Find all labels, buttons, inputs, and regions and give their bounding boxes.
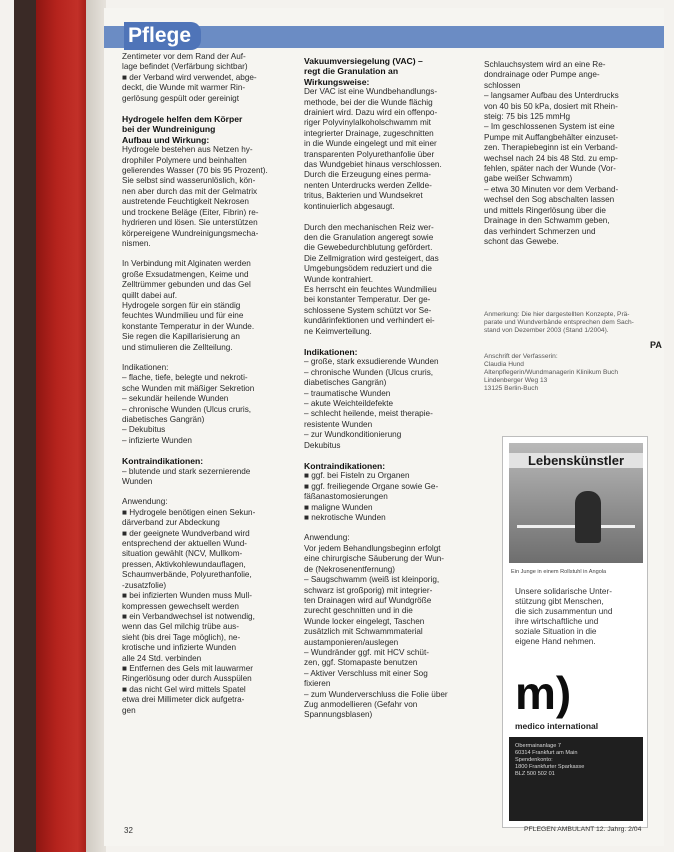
- text-line: Spendenkonto:: [515, 757, 553, 763]
- text-line: Unsere solidarische Unter-: [515, 587, 612, 596]
- text-line: – Im geschlossenen System ist eine: [484, 122, 615, 132]
- page-number: 32: [124, 826, 133, 835]
- text-line: Obermainanlage 7: [515, 743, 562, 749]
- text-line: Zug anmodellieren (Gefahr von: [304, 699, 418, 709]
- text-line: hydrieren und lösen. Sie unterstützen: [122, 218, 258, 228]
- text-line: stützung gibt Menschen,: [515, 597, 604, 606]
- text-line: – schlecht heilende, meist therapie-: [304, 409, 433, 419]
- text-line: sche Wunden mit mäßiger Sekretion: [122, 383, 255, 393]
- text-line: quillt dabei auf.: [122, 290, 178, 300]
- anwendung-list: [122, 508, 294, 716]
- text-line: zen. Therapiebeginn ist ein Verband-: [484, 143, 618, 153]
- text-line: diabetisches Gangrän): [304, 378, 387, 388]
- text-line: dondrainage oder Pumpe ange-: [484, 70, 600, 80]
- text-line: ■ der geeignete Wundverband wird: [122, 528, 250, 538]
- text-line: ■ ggf. bei Fisteln zu Organen: [304, 471, 410, 481]
- vac-kontraindikationen-list: [304, 471, 476, 523]
- text-line: fäßanastomosierungen: [304, 492, 388, 502]
- ad-photo-caption: Ein Junge in einem Rollstuhl in Angola: [511, 569, 607, 575]
- text-line: – sekundär heilende Wunden: [122, 394, 229, 404]
- text-line: das verhindert Schmerzen und: [484, 226, 596, 236]
- text-line: Claudia Hund: [484, 361, 524, 369]
- text-line: Anschrift der Verfasserin:: [484, 353, 558, 361]
- text-line: und stimulieren die Zellteilung.: [122, 342, 233, 352]
- aufbau-text: [122, 145, 294, 249]
- section-title: Pflege: [124, 22, 201, 50]
- text-line: – langsamer Aufbau des Unterdrucks: [484, 91, 619, 101]
- text-line: Zelltrümmer gebunden und das Gel: [122, 280, 251, 290]
- text-line: Anmerkung: Die hier dargestellten Konzepte, Prä-: [484, 311, 630, 319]
- text-line: – blutende und stark sezernierende: [122, 466, 251, 476]
- text-line: diabetisches Gangrän): [122, 415, 205, 424]
- text-line: in die Wunde eingelegt und mit einer: [304, 139, 437, 149]
- text-line: Der VAC ist eine Wundbehandlungs-: [304, 87, 438, 97]
- text-line: – große, stark exsudierende Wunden: [304, 357, 439, 367]
- text-line: – Wundränder ggf. mit HCV schüt-: [304, 647, 429, 657]
- text-line: lage befindet (Verfärbung sichtbar): [122, 62, 248, 72]
- text-line: Wunde kontrahiert.: [304, 274, 374, 284]
- kontraindikationen-text: [122, 467, 294, 488]
- text-line: – Saugschwamm (weiß ist kleinporig,: [304, 575, 440, 585]
- text-line: sieht (bis drei Tage möglich), ne-: [122, 632, 241, 642]
- vac-indikationen-heading: Indikationen:: [304, 346, 358, 357]
- ad-photo-figure: [575, 491, 601, 543]
- vac-anwendung-heading: Anwendung:: [304, 533, 350, 543]
- text-line: nismen.: [122, 238, 151, 248]
- text-line: – akute Weichteildefekte: [304, 399, 394, 408]
- book-binding-edge: [36, 0, 88, 852]
- text-line: fixieren: [304, 679, 331, 689]
- text-line: schlossen: [484, 80, 521, 90]
- vac-indikationen-list: [304, 357, 476, 451]
- text-line: situation gewählt (NCV, Mullkom-: [122, 549, 243, 559]
- text-line: transparenten Polyurethanfolie über: [304, 149, 435, 159]
- text-line: zen, ggf. Stomapaste benutzen: [304, 658, 418, 668]
- text-line: entsprechend der aktuellen Wund-: [122, 539, 248, 549]
- text-line: – Dekubitus: [122, 425, 166, 435]
- vac-anwendung-text: [304, 544, 476, 721]
- text-line: resistente Wunden: [304, 419, 373, 429]
- author-address: [484, 353, 652, 393]
- text-line: von 40 bis 50 kPa, dosiert mit Rhein-: [484, 101, 618, 111]
- ad-title: Lebenskünstler: [509, 453, 643, 468]
- col3-continuation: [484, 60, 652, 247]
- text-line: drainiert wird. Dazu wird ein offenpo-: [304, 108, 438, 118]
- text-line: Hydrogele bestehen aus Netzen hy-: [122, 145, 253, 155]
- advertisement: [502, 436, 648, 828]
- text-line: ■ ggf. freiliegende Organe sowie Ge-: [304, 481, 439, 491]
- text-line: und mittels Ringerlösung über die: [484, 205, 606, 215]
- text-line: Vor jedem Behandlungsbeginn erfolgt: [304, 543, 441, 553]
- text-line: schwarz ist großporig) mit integrier-: [304, 585, 433, 595]
- text-line: – Aktiver Verschluss mit einer Sog: [304, 668, 428, 678]
- text-line: methode, bei der die Wunde flächig: [304, 97, 433, 107]
- text-line: die Gewebedurchblutung gefördert.: [304, 243, 433, 253]
- indikationen-heading: Indikationen:: [122, 362, 169, 372]
- text-line: – chronische Wunden (Ulcus cruris,: [122, 404, 252, 414]
- vac-heading: [304, 56, 476, 77]
- ad-body-text: [515, 587, 641, 647]
- text-line: – zur Wundkonditionierung: [304, 430, 402, 440]
- text-line: riger Polyvinylalkoholschwamm mit: [304, 118, 431, 128]
- text-line: wechsel den Sog abschalten lassen: [484, 195, 615, 205]
- text-line: Altenpflegerin/Wundmanagerin Klinikum Buch: [484, 369, 619, 377]
- text-line: schont das Gewebe.: [484, 236, 559, 246]
- wirkungsweise-heading: Wirkungsweise:: [304, 76, 370, 87]
- column-1: [122, 52, 294, 716]
- text-line: zusätzlich mit Schwammmaterial: [304, 627, 423, 637]
- text-line: Schlauchsystem wird an eine Re-: [484, 60, 606, 69]
- text-line: 60314 Frankfurt am Main: [515, 750, 578, 756]
- text-line: ■ ein Verbandwechsel ist notwendig,: [122, 611, 255, 621]
- text-line: Die Zellmigration wird gesteigert, das: [304, 253, 439, 263]
- text-line: de (Nekrosenentfernung): [304, 564, 396, 574]
- text-line: 1800 Frankfurter Sparkasse: [515, 764, 585, 770]
- text-line: wechsel nach 24 bis 48 Std. zu emp-: [484, 153, 618, 163]
- text-line: Es herrscht ein feuchtes Wundmilieu: [304, 284, 437, 294]
- text-line: Umgebungsödem reduziert und die: [304, 264, 432, 274]
- text-line: Dekubitus: [304, 440, 341, 450]
- text-line: BLZ 500 502 01: [515, 771, 555, 777]
- text-line: gelierendes Wasser (70 bis 95 Prozent).: [122, 166, 268, 176]
- text-line: parate und Wundverbände entsprechen dem Sach-: [484, 319, 634, 327]
- text-line: krotische und infizierte Wunden: [122, 643, 237, 653]
- medico-logo: m): [515, 667, 572, 719]
- text-line: ■ Entfernen des Gels mit lauwarmer: [122, 663, 253, 673]
- text-line: die sich zusammentun und: [515, 607, 613, 616]
- text-line: integrierter Drainage, zugeschnitten: [304, 128, 434, 138]
- text-line: ne Keimverteilung.: [304, 326, 372, 336]
- text-line: Pumpe mit Auffangbehälter einzuset-: [484, 132, 619, 142]
- wirkungsweise-text: [304, 87, 476, 337]
- magazine-page: [104, 8, 664, 846]
- text-line: etwa drei Millimeter dick aufgetra-: [122, 695, 245, 705]
- text-line: Zentimeter vor dem Rand der Auf-: [122, 52, 246, 61]
- text-line: Wunde locker eingelegt, Taschen: [304, 616, 425, 626]
- text-line: Hydrogele helfen dem Körper: [122, 114, 243, 125]
- kontraindikationen-heading: Kontraindikationen:: [122, 456, 204, 467]
- text-line: ten Drainagen wird auf Wundgröße: [304, 595, 432, 605]
- book-spine: [14, 0, 36, 852]
- text-line: Ringerlösung oder durch Ausspülen: [122, 674, 252, 684]
- text-line: Vakuumversiegelung (VAC) –: [304, 56, 423, 66]
- text-line: -zusatzfolie): [122, 580, 167, 590]
- text-line: Spannungsblasen): [304, 710, 373, 720]
- text-line: ■ der Verband wird verwendet, abge-: [122, 72, 257, 82]
- text-line: In Verbindung mit Alginaten werden: [122, 259, 251, 269]
- text-line: nenten Unterdrucks werden Zellde-: [304, 180, 432, 190]
- text-line: gabe weißer Schwamm): [484, 174, 573, 184]
- journal-footer: PFLEGEN AMBULANT 12. Jahrg. 2/04: [524, 826, 642, 833]
- text-line: austamponieren/auslegen: [304, 637, 399, 647]
- page-fold: [86, 0, 106, 852]
- text-line: eine chirurgische Säuberung der Wun-: [304, 554, 445, 564]
- text-line: gerlösung gespült oder gereinigt: [122, 93, 239, 103]
- text-line: feuchtes Wundmilieu und für eine: [122, 311, 244, 321]
- text-line: pressen, Aktivkohlewundauflagen,: [122, 559, 246, 569]
- text-line: Sie regen die Kapillarisierung an: [122, 332, 240, 342]
- text-line: soziale Situation in die: [515, 627, 597, 636]
- text-line: große Exsudatmengen, Keime und: [122, 269, 249, 279]
- text-line: 13125 Berlin-Buch: [484, 385, 539, 393]
- text-line: den die Granulation angeregt sowie: [304, 232, 434, 242]
- text-line: – zum Wunderverschluss die Folie über: [304, 689, 448, 699]
- text-line: kompressen gewechselt werden: [122, 601, 239, 611]
- text-line: Sie selbst sind wasserunlöslich, kön-: [122, 176, 256, 186]
- text-line: ■ Hydrogele benötigen einen Sekun-: [122, 507, 256, 517]
- text-line: tritus, Bakterien und Wundsekret: [304, 191, 423, 201]
- ad-photo: [509, 443, 643, 563]
- col1-continuation: [122, 52, 294, 104]
- text-line: ■ maligne Wunden: [304, 502, 373, 512]
- text-line: – flache, tiefe, belegte und nekroti-: [122, 373, 248, 383]
- text-line: Drainage in den Schwamm geben,: [484, 216, 610, 226]
- aufbau-heading: Aufbau und Wirkung:: [122, 134, 210, 145]
- text-line: Hydrogele sorgen für ein ständig: [122, 300, 241, 310]
- text-line: alle 24 Std. verbinden: [122, 653, 202, 663]
- text-line: schlossene System schützt vor Se-: [304, 305, 432, 315]
- text-line: wenn das Gel milchig trübe aus-: [122, 622, 239, 632]
- text-line: gen: [122, 705, 136, 715]
- text-line: Durch den mechanischen Reiz wer-: [304, 222, 434, 232]
- text-line: – chronische Wunden (Ulcus cruris,: [304, 367, 434, 377]
- text-line: Durch die Erzeugung eines perma-: [304, 170, 431, 180]
- text-line: – traumatische Wunden: [304, 388, 391, 398]
- text-line: Lindenberger Weg 13: [484, 377, 548, 385]
- indikationen-list: [122, 373, 294, 446]
- text-line: bei konstanter Temperatur. Der ge-: [304, 295, 431, 305]
- text-line: drophiler Polymere und beinhalten: [122, 155, 247, 165]
- medico-logo-name: medico international: [515, 721, 599, 731]
- pa-marker: PA: [650, 340, 662, 350]
- anwendung-heading: Anwendung:: [122, 497, 168, 507]
- text-line: deckt, die Wunde mit warmer Rin-: [122, 83, 246, 93]
- text-line: ■ das nicht Gel wird mittels Spatel: [122, 684, 246, 694]
- text-line: ■ bei infizierten Wunden muss Mull-: [122, 591, 252, 601]
- ad-contact-box: [509, 737, 643, 821]
- text-line: [304, 212, 476, 222]
- text-line: konstante Temperatur in der Wunde.: [122, 321, 255, 331]
- text-line: ■ nekrotische Wunden: [304, 513, 386, 523]
- text-line: ihre wirtschaftliche und: [515, 617, 599, 626]
- text-line: – infizierte Wunden: [122, 435, 192, 445]
- verbindung-text: [122, 259, 294, 353]
- text-line: kontinuierlich abgesaugt.: [304, 201, 395, 211]
- text-line: stand von Dezember 2003 (Stand 1/2004).: [484, 327, 609, 335]
- text-line: zurecht geschnitten und in die: [304, 606, 413, 616]
- text-line: Schaumverbände, Polyurethanfolie,: [122, 570, 252, 580]
- text-line: därverband zur Abdeckung: [122, 518, 220, 528]
- hydrogel-heading: [122, 114, 294, 135]
- text-line: körpereigene Wundreinigungsmecha-: [122, 228, 259, 238]
- vac-kontraindikationen-heading: Kontraindikationen:: [304, 461, 386, 472]
- text-line: – etwa 30 Minuten vor dem Verband-: [484, 184, 619, 194]
- text-line: kundärinfektionen und verhindert ei-: [304, 316, 435, 326]
- text-line: und trockene Beläge (Eiter, Fibrin) re-: [122, 207, 259, 217]
- text-line: bei der Wundreinigung: [122, 124, 216, 135]
- text-line: das Wundgebiet hinaus verschlossen.: [304, 160, 442, 170]
- text-line: austretende Feuchtigkeit Nekrosen: [122, 197, 249, 207]
- column-2: [304, 56, 476, 721]
- text-line: Wunden: [122, 477, 153, 487]
- footnote: [484, 311, 652, 335]
- text-line: nen aber durch das mit der Gelmatrix: [122, 186, 258, 196]
- text-line: eigene Hand nehmen.: [515, 637, 596, 646]
- text-line: fehlen, später nach der Wunde (Vor-: [484, 164, 616, 174]
- text-line: regt die Granulation an: [304, 66, 399, 77]
- text-line: steig: 75 bis 125 mmHg: [484, 112, 571, 122]
- column-3: [484, 60, 652, 393]
